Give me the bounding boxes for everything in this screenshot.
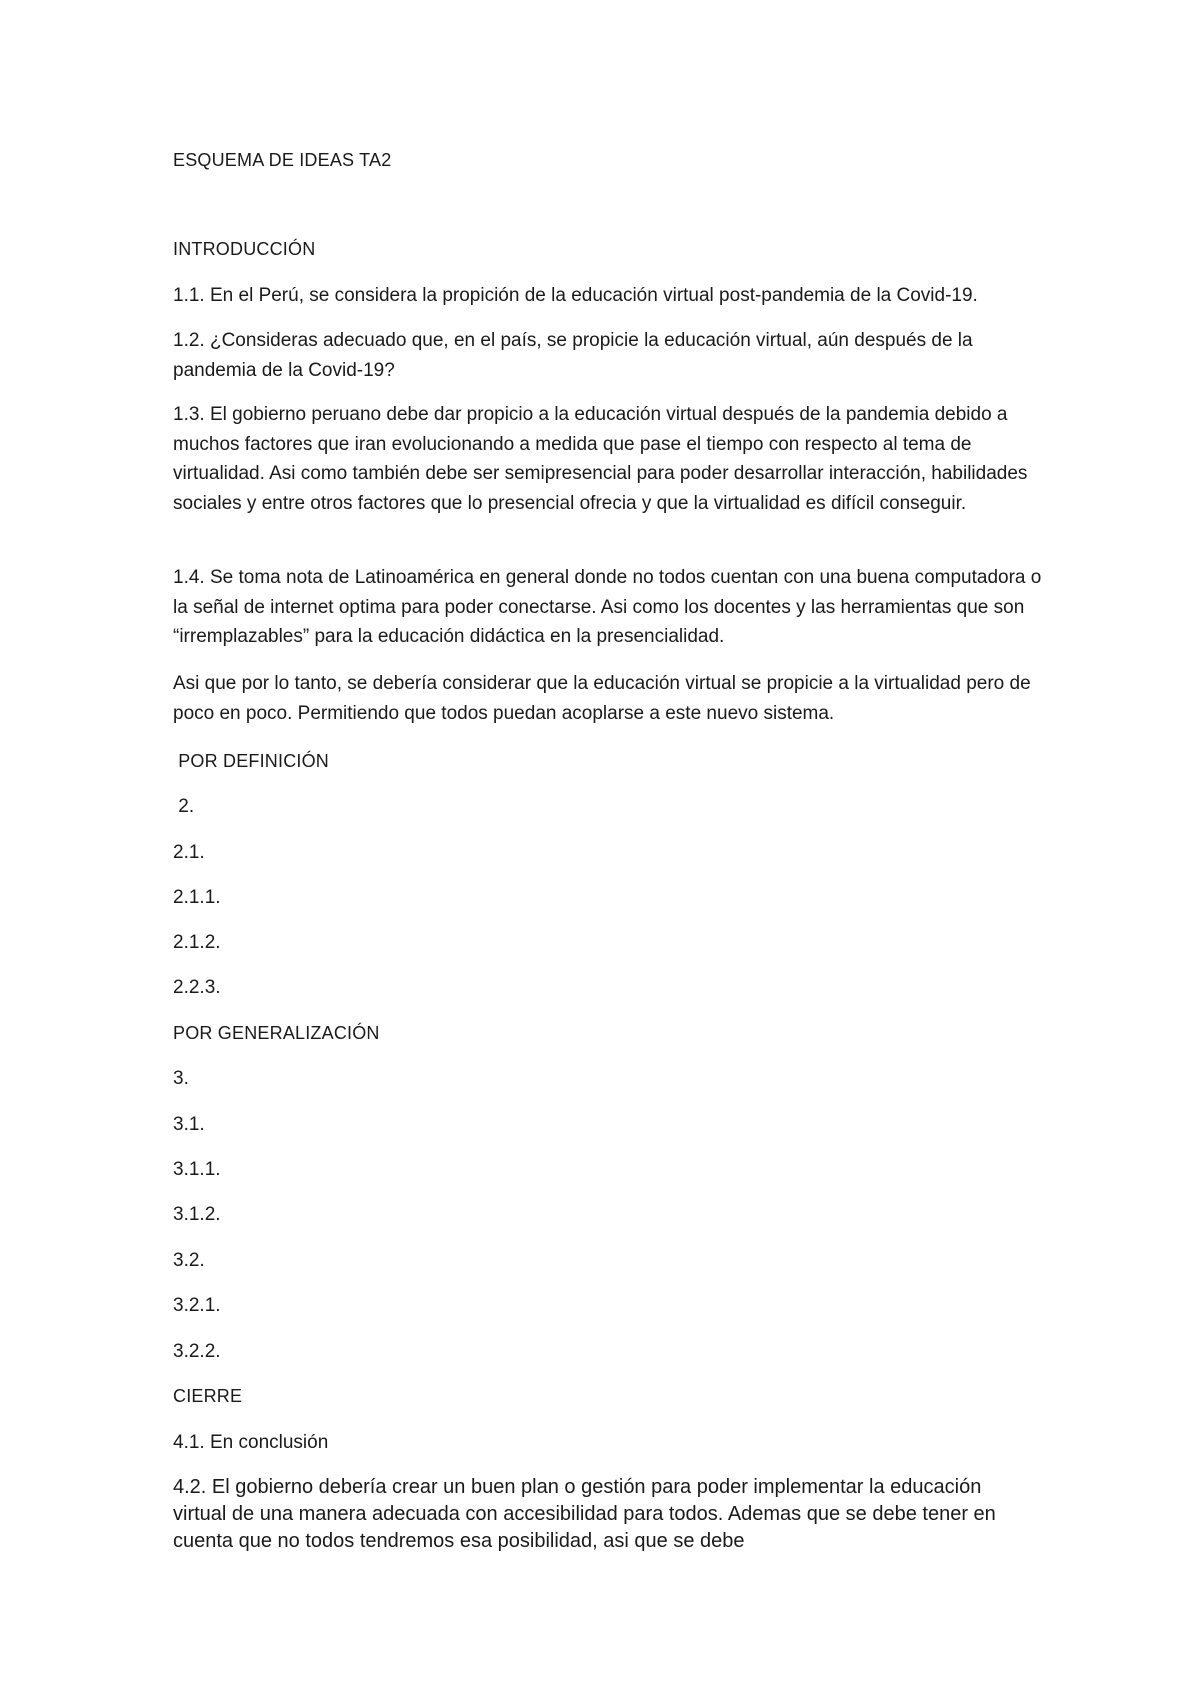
paragraph-number: 1.3. bbox=[173, 404, 205, 425]
outline-item: 2.1. bbox=[173, 842, 205, 863]
outline-item: 3.1.2. bbox=[173, 1204, 221, 1225]
paragraph-text: Se toma nota de Latinoamérica en general donde no todos cuentan con una buena computadora o la señal de internet optima para poder conectarse. Asi como los docentes y las herramientas que son “irremplazables” para la educación didáctica en la presencialidad. bbox=[173, 567, 1042, 647]
paragraph-1-1 bbox=[173, 281, 1053, 311]
outline-item: 3. bbox=[173, 1068, 189, 1089]
outline-item: 2.2.3. bbox=[173, 977, 221, 998]
outline-item: 3.1.1. bbox=[173, 1159, 221, 1180]
outline-item: 2.1.2. bbox=[173, 932, 221, 953]
paragraph-1-2 bbox=[173, 326, 1053, 385]
paragraph-conclusion-intro: Asi que por lo tanto, se debería considerar que la educación virtual se propicie a la virtualidad pero de poco en poco. Permitiendo que todos puedan acoplarse a este nuevo sistema. bbox=[173, 673, 1031, 724]
outline-item: 3.1. bbox=[173, 1114, 205, 1135]
section-heading-generalizacion: POR GENERALIZACIÓN bbox=[173, 1023, 380, 1043]
paragraph-number: 4.2. bbox=[173, 1476, 207, 1498]
document-title: ESQUEMA DE IDEAS TA2 bbox=[173, 150, 392, 170]
section-heading-introduccion: INTRODUCCIÓN bbox=[173, 239, 316, 259]
paragraph-text: En conclusión bbox=[204, 1432, 329, 1453]
paragraph-text: El gobierno debería crear un buen plan o gestión para poder implementar la educación virtual de una manera adecuada con accesibilidad para todos. Ademas que se debe tener en cuenta que no todos tendremos esa posibilidad, asi que se debe bbox=[173, 1476, 996, 1552]
outline-item: 3.2.1. bbox=[173, 1295, 221, 1316]
section-heading-definicion: POR DEFINICIÓN bbox=[173, 751, 330, 771]
outline-item: 2.1.1. bbox=[173, 887, 221, 908]
paragraph-4-1 bbox=[173, 1428, 328, 1457]
paragraph-1-3 bbox=[173, 400, 1053, 518]
section-heading-cierre: CIERRE bbox=[173, 1386, 243, 1406]
paragraph-text: ¿Consideras adecuado que, en el país, se propicie la educación virtual, aún después de la pandemia de la Covid-19? bbox=[173, 330, 973, 381]
paragraph-number: 1.2. bbox=[173, 330, 205, 351]
paragraph-number: 1.4. bbox=[173, 567, 205, 588]
outline-item: 3.2.2. bbox=[173, 1341, 221, 1362]
outline-item: 2. bbox=[173, 796, 195, 817]
paragraph-text: El gobierno peruano debe dar propicio a la educación virtual después de la pandemia debido a muchos factores que iran evolucionando a medida que pase el tiempo con respecto al tema de virtualidad. Asi como también debe ser semipresencial para poder desarrollar interacción, habilidades sociales y entre otros factores que lo presencial ofrecia y que la virtualidad es difícil conseguir. bbox=[173, 404, 1028, 514]
paragraph-number: 1.1. bbox=[173, 285, 205, 306]
paragraph-4-2 bbox=[173, 1474, 1013, 1555]
paragraph-number: 4.1. bbox=[173, 1432, 205, 1453]
paragraph-1-4 bbox=[173, 563, 1053, 652]
outline-item: 3.2. bbox=[173, 1250, 205, 1271]
paragraph-text: En el Perú, se considera la propición de la educación virtual post-pandemia de la Covid-19. bbox=[204, 285, 978, 306]
